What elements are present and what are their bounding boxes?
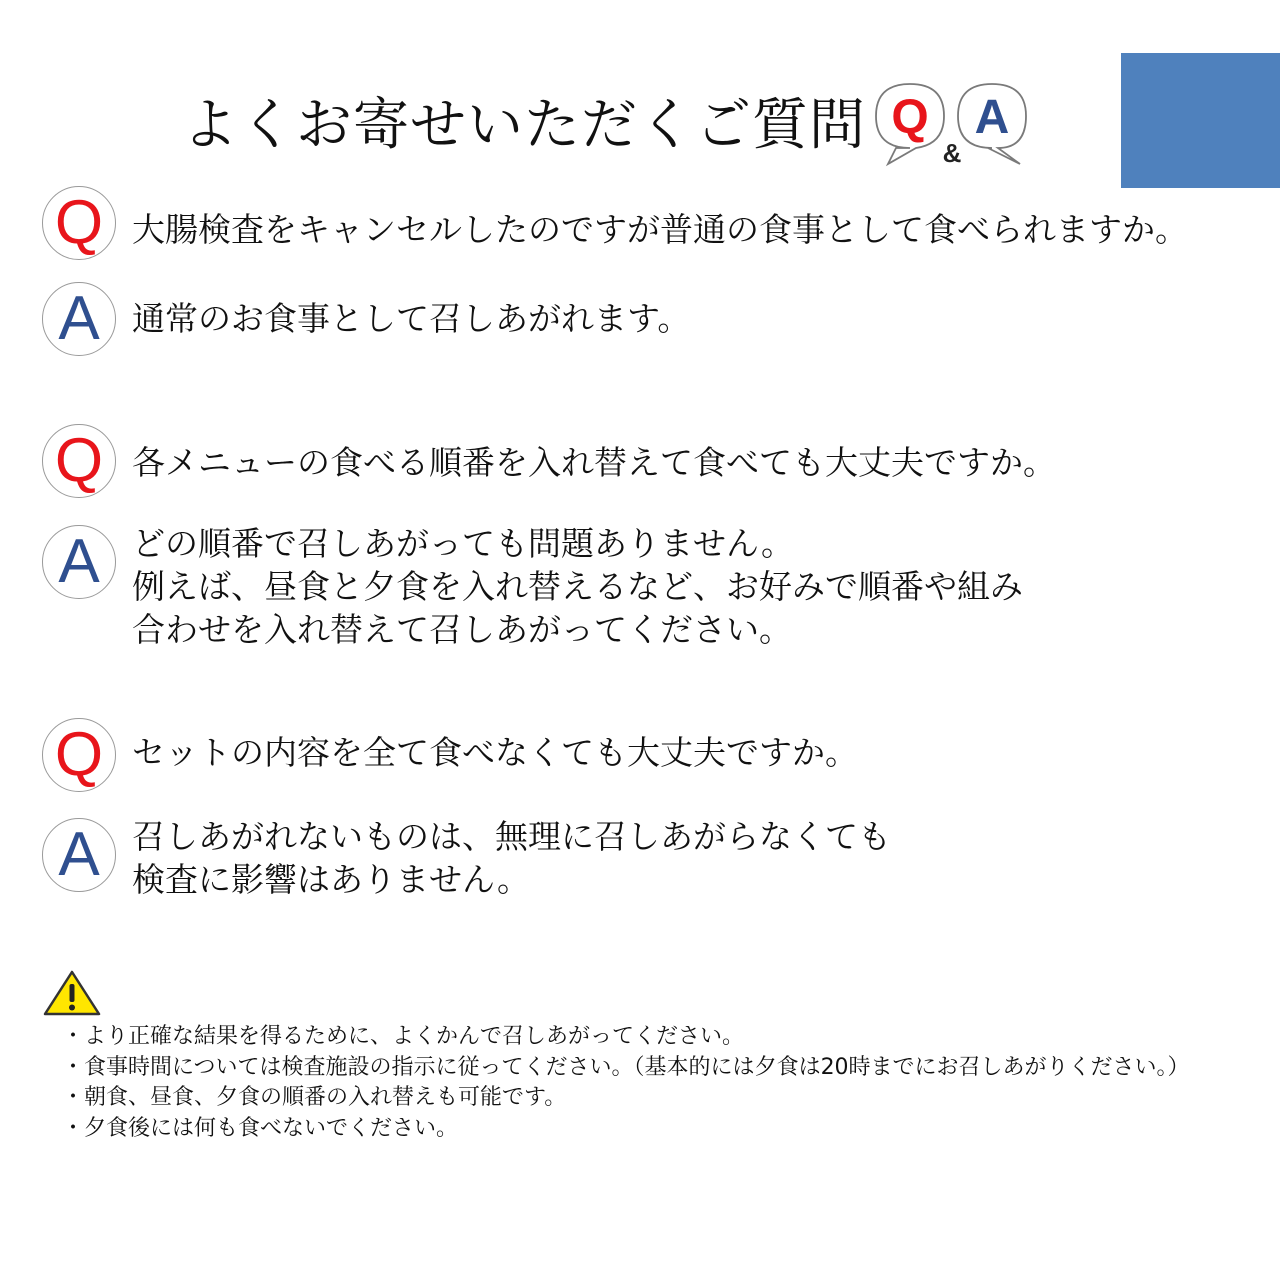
note-item: ・夕食後には何も食べないでください。 — [62, 1115, 459, 1141]
answer-line: 合わせを入れ替えて召しあがってください。 — [132, 610, 792, 649]
warning-triangle-icon — [42, 969, 102, 1017]
question-text: 大腸検査をキャンセルしたのですが普通の食事として食べられますか。 — [132, 210, 1188, 249]
answer-line: 召しあがれないものは、無理に召しあがらなくても — [132, 817, 891, 856]
logo-a-letter: A — [974, 91, 1010, 144]
page-title: よくお寄せいただくご質問 — [182, 93, 866, 158]
question-mark-badge: Q — [42, 186, 116, 260]
answer-mark-badge: A — [42, 818, 116, 892]
logo-amp: & — [942, 138, 962, 168]
question-mark-badge: Q — [42, 718, 116, 792]
note-item: ・朝食、昼食、夕食の順番の入れ替えも可能です。 — [62, 1085, 567, 1110]
answer-mark-badge: A — [42, 525, 116, 599]
answer-line: 通常のお食事として召しあがれます。 — [132, 299, 691, 338]
qa-speech-bubbles-icon — [872, 76, 1032, 172]
answer-line: 例えば、昼食と夕食を入れ替えるなど、お好みで順番や組み — [132, 567, 1023, 606]
question-mark-badge: Q — [42, 424, 116, 498]
notes-list — [62, 1022, 1190, 1144]
answer-line: どの順番で召しあがっても問題ありません。 — [132, 524, 794, 563]
logo-q-letter: Q — [891, 91, 929, 144]
note-item: ・食事時間については検査施設の指示に従ってください。（基本的には夕食は20時までにお召しあがりください。） — [62, 1054, 1190, 1080]
note-item: ・より正確な結果を得るために、よくかんで召しあがってください。 — [62, 1024, 745, 1049]
answer-line: 検査に影響はありません。 — [132, 860, 530, 899]
question-text: セットの内容を全て食べなくても大丈夫ですか。 — [132, 733, 858, 772]
answer-mark-badge: A — [42, 282, 116, 356]
accent-block — [1121, 53, 1280, 188]
question-text: 各メニューの食べる順番を入れ替えて食べても大丈夫ですか。 — [132, 443, 1056, 482]
